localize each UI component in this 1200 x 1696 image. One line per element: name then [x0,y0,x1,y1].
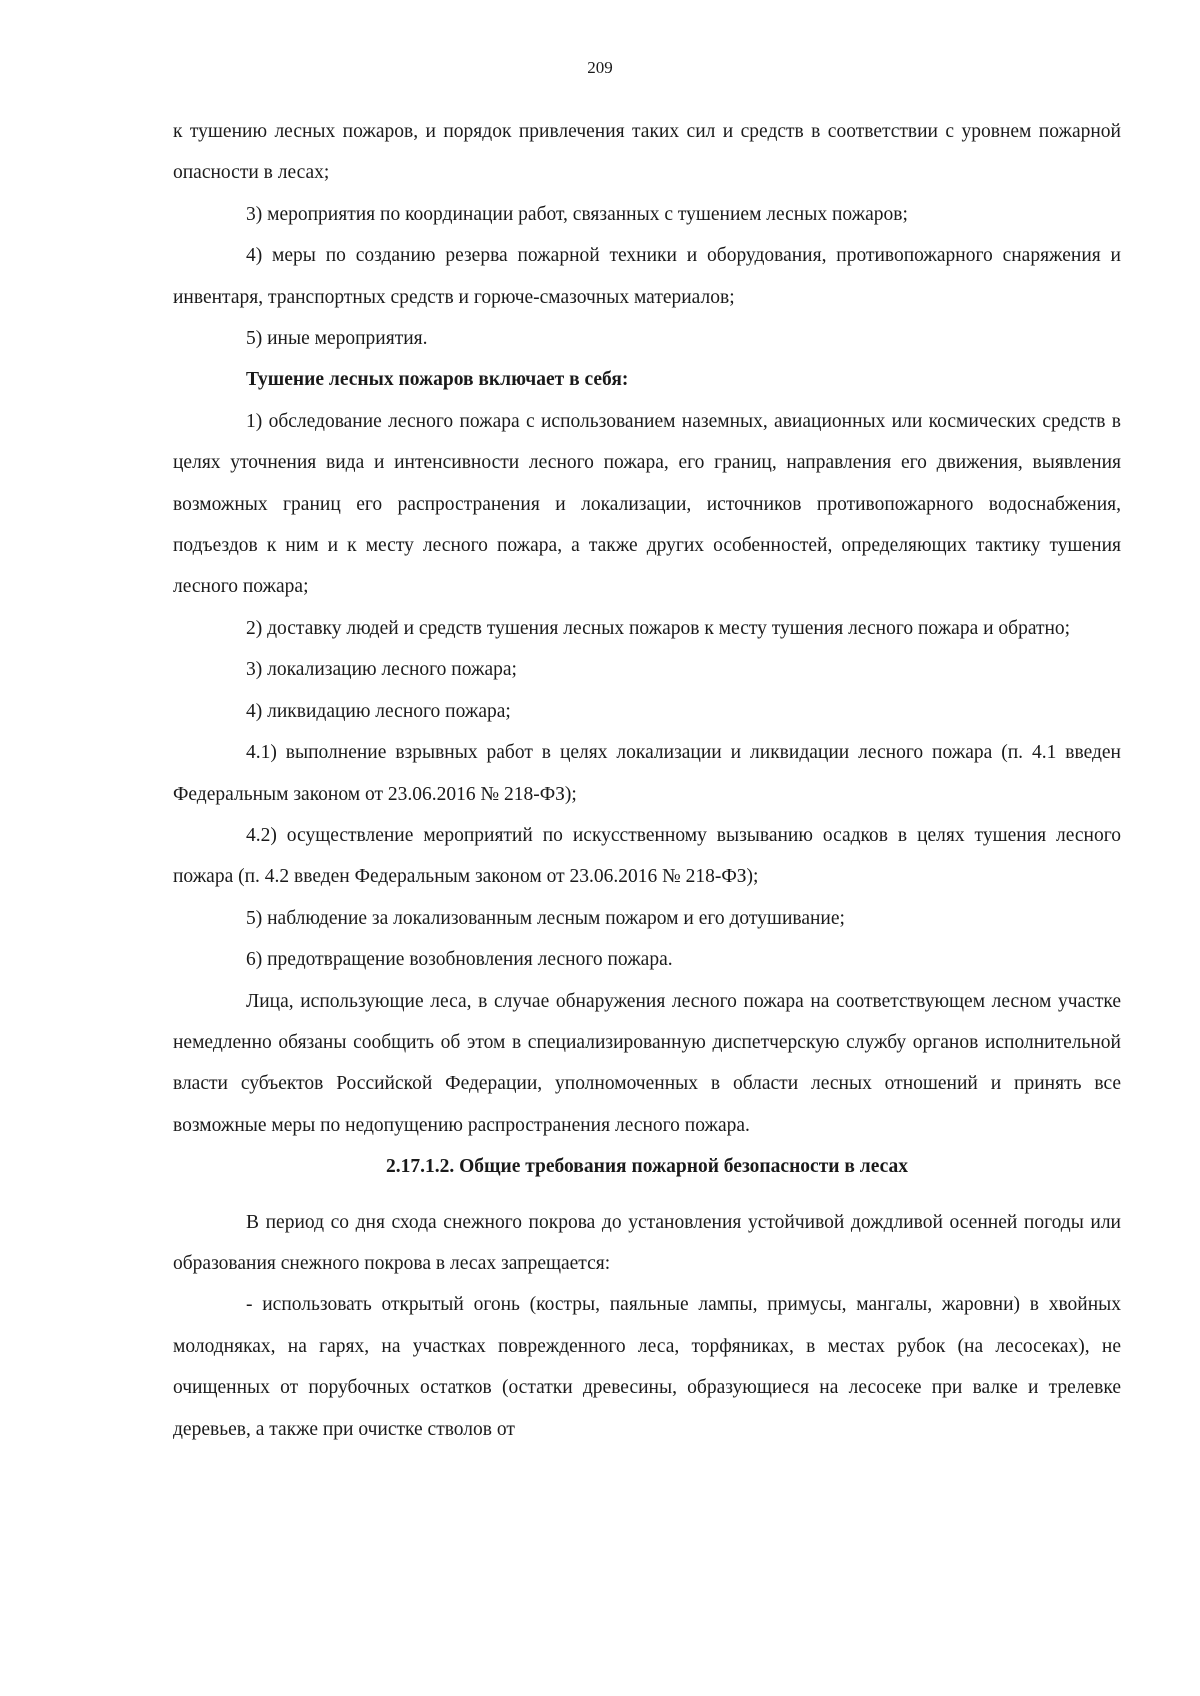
body-text [173,111,1121,1450]
list-item: 5) наблюдение за локализованным лесным пожаром и его дотушивание; [246,907,845,929]
list-item: 4.2) осуществление мероприятий по искусственному вызыванию осадков в целях тушения лесного пожара (п. 4.2 введен Федеральным законом от 23.06.2016 № 218-ФЗ); [173,824,1121,888]
list-item: - использовать открытый огонь (костры, паяльные лампы, примусы, мангалы, жаровни) в хвойных молодняках, на гарях, на участках поврежденного леса, торфяниках, в местах рубок (на лесосеках), не очищенных от порубочных остатков (остатки древесины, образующиеся на лесосеке при валке и трелевке деревьев, а также при очистке стволов от [173,1294,1121,1440]
list-item: 3) мероприятия по координации работ, связанных с тушением лесных пожаров; [246,203,908,225]
list-item: 5) иные мероприятия. [246,328,428,350]
paragraph: Лица, использующие леса, в случае обнаружения лесного пожара на соответствующем лесном участке немедленно обязаны сообщить об этом в специализированную диспетчерскую службу органов исполнительной власти субъектов Российской Федерации, уполномоченных в области лесных отношений и принять все возможные меры по недопущению распространения лесного пожара. [173,990,1121,1136]
section-heading: 2.17.1.2. Общие требования пожарной безопасности в лесах [385,1156,909,1178]
section-lead: Тушение лесных пожаров включает в себя: [246,369,629,391]
page-number: 209 [587,58,613,77]
list-item: 4) меры по созданию резерва пожарной техники и оборудования, противопожарного снаряжения и инвентаря, транспортных средств и горюче-смазочных материалов; [173,245,1121,308]
list-item: 2) доставку людей и средств тушения лесных пожаров к месту тушения лесного пожара и обратно; [246,617,1071,639]
paragraph-continuation: к тушению лесных пожаров, и порядок привлечения таких сил и средств в соответствии с уровнем пожарной опасности в лесах; [173,121,1121,184]
list-item: 6) предотвращение возобновления лесного пожара. [246,949,673,971]
list-item: 1) обследование лесного пожара с использованием наземных, авиационных или космических средств в целях уточнения вида и интенсивности лесного пожара, его границ, направления его движения, выявления возможных границ его распространения и локализации, источников противопожарного водоснабжения, подъездов к ним и к месту лесного пожара, а также других особенностей, определяющих тактику тушения лесного пожара; [173,410,1121,598]
paragraph: В период со дня схода снежного покрова до установления устойчивой дождливой осенней погоды или образования снежного покрова в лесах запрещается: [173,1211,1121,1274]
list-item: 3) локализацию лесного пожара; [246,659,517,681]
list-item: 4) ликвидацию лесного пожара; [246,700,511,722]
list-item: 4.1) выполнение взрывных работ в целях локализации и ликвидации лесного пожара (п. 4.1 введен Федеральным законом от 23.06.2016 № 218-ФЗ); [173,742,1121,805]
